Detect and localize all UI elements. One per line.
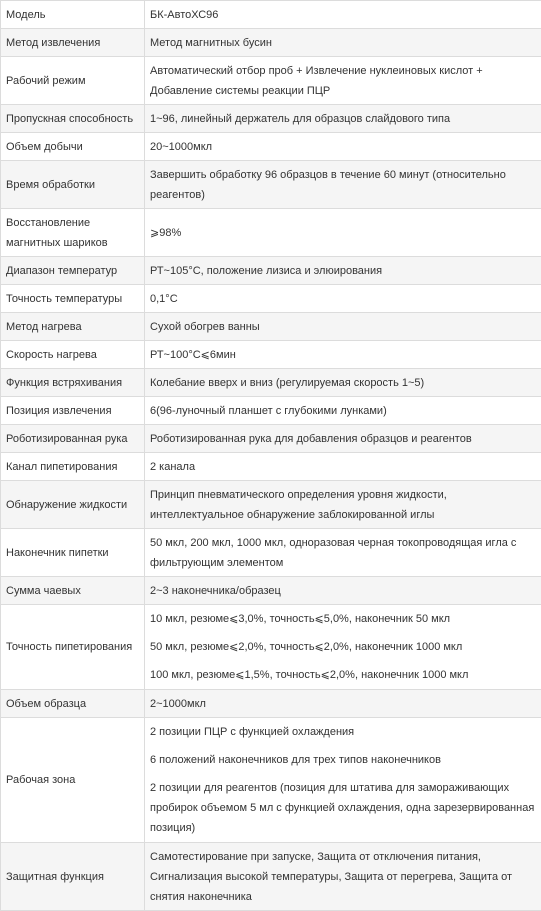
spec-value-line: 6(96-луночный планшет с глубокими лунками): [150, 401, 536, 421]
spec-value: [145, 718, 541, 843]
spec-label: Роботизированная рука: [1, 425, 145, 453]
spec-row: [1, 285, 541, 313]
spec-value-line: Автоматический отбор проб + Извлечение нуклеиновых кислот + Добавление системы реакции ПЦР: [150, 61, 536, 101]
spec-label: Наконечник пипетки: [1, 529, 145, 577]
spec-value-line: 10 мкл, резюме⩽3,0%, точность⩽5,0%, наконечник 50 мкл: [150, 605, 536, 633]
spec-row: [1, 843, 541, 911]
spec-value-line: 2~1000мкл: [150, 694, 536, 714]
spec-row: [1, 529, 541, 577]
spec-value-line: Роботизированная рука для добавления образцов и реагентов: [150, 429, 536, 449]
spec-value-line: 100 мкл, резюме⩽1,5%, точность⩽2,0%, наконечник 1000 мкл: [150, 661, 536, 689]
spec-row: [1, 29, 541, 57]
spec-row: [1, 161, 541, 209]
spec-label: Защитная функция: [1, 843, 145, 911]
spec-value-line: 2 канала: [150, 457, 536, 477]
spec-value: [145, 577, 541, 605]
spec-value-line: РТ~105°С, положение лизиса и элюирования: [150, 261, 536, 281]
spec-label: Метод нагрева: [1, 313, 145, 341]
spec-value: [145, 605, 541, 690]
spec-value-line: РТ~100°С⩽6мин: [150, 345, 536, 365]
spec-row: [1, 397, 541, 425]
spec-row: [1, 133, 541, 161]
spec-label: Канал пипетирования: [1, 453, 145, 481]
spec-label: Точность пипетирования: [1, 605, 145, 690]
spec-row: [1, 313, 541, 341]
spec-value: [145, 1, 541, 29]
spec-value-line: 1~96, линейный держатель для образцов слайдового типа: [150, 109, 536, 129]
spec-value: [145, 29, 541, 57]
spec-value-line: 50 мкл, 200 мкл, 1000 мкл, одноразовая черная токопроводящая игла с фильтрующим элементом: [150, 533, 536, 573]
spec-value: [145, 529, 541, 577]
spec-value: [145, 690, 541, 718]
spec-value-line: 2~3 наконечника/образец: [150, 581, 536, 601]
spec-value: [145, 425, 541, 453]
spec-value: [145, 369, 541, 397]
spec-row: [1, 605, 541, 690]
spec-label: Время обработки: [1, 161, 145, 209]
spec-value-line: Завершить обработку 96 образцов в течение 60 минут (относительно реагентов): [150, 165, 536, 205]
spec-label: Диапазон температур: [1, 257, 145, 285]
spec-value: [145, 397, 541, 425]
spec-value-line: 6 положений наконечников для трех типов наконечников: [150, 746, 536, 774]
spec-label: Функция встряхивания: [1, 369, 145, 397]
spec-row: [1, 690, 541, 718]
spec-label: Скорость нагрева: [1, 341, 145, 369]
spec-row: [1, 105, 541, 133]
spec-label: Точность температуры: [1, 285, 145, 313]
spec-value-line: Сухой обогрев ванны: [150, 317, 536, 337]
spec-label: Метод извлечения: [1, 29, 145, 57]
spec-row: [1, 1, 541, 29]
spec-row: [1, 369, 541, 397]
specification-table-body: [1, 1, 541, 911]
spec-value: [145, 105, 541, 133]
spec-value-line: Метод магнитных бусин: [150, 33, 536, 53]
spec-value: [145, 161, 541, 209]
spec-value: [145, 57, 541, 105]
spec-value-line: 20~1000мкл: [150, 137, 536, 157]
spec-value: [145, 313, 541, 341]
spec-value: [145, 285, 541, 313]
spec-row: [1, 577, 541, 605]
spec-value-line: 2 позиции для реагентов (позиция для штатива для замораживающих пробирок объемом 5 мл с функцией охлаждения, одна зарезервированная позиция): [150, 774, 536, 842]
spec-value: [145, 843, 541, 911]
spec-value-line: 0,1°C: [150, 289, 536, 309]
spec-value: [145, 209, 541, 257]
spec-label: Позиция извлечения: [1, 397, 145, 425]
spec-value-line: ⩾98%: [150, 223, 536, 243]
spec-value: [145, 133, 541, 161]
spec-row: [1, 257, 541, 285]
spec-row: [1, 425, 541, 453]
spec-row: [1, 718, 541, 843]
spec-label: Рабочая зона: [1, 718, 145, 843]
spec-value-line: Принцип пневматического определения уровня жидкости, интеллектуальное обнаружение заблокированной иглы: [150, 485, 536, 525]
spec-value-line: Самотестирование при запуске, Защита от отключения питания, Сигнализация высокой температуры, Защита от перегрева, Защита от снятия наконечника: [150, 847, 536, 907]
spec-value-line: 50 мкл, резюме⩽2,0%, точность⩽2,0%, наконечник 1000 мкл: [150, 633, 536, 661]
spec-value: [145, 341, 541, 369]
spec-value: [145, 453, 541, 481]
spec-row: [1, 481, 541, 529]
spec-value: [145, 257, 541, 285]
spec-label: Сумма чаевых: [1, 577, 145, 605]
spec-value-line: Колебание вверх и вниз (регулируемая скорость 1~5): [150, 373, 536, 393]
spec-row: [1, 341, 541, 369]
spec-row: [1, 209, 541, 257]
spec-row: [1, 57, 541, 105]
spec-label: Пропускная способность: [1, 105, 145, 133]
spec-label: Модель: [1, 1, 145, 29]
spec-label: Объем образца: [1, 690, 145, 718]
spec-label: Восстановление магнитных шариков: [1, 209, 145, 257]
spec-value: [145, 481, 541, 529]
spec-row: [1, 453, 541, 481]
spec-label: Обнаружение жидкости: [1, 481, 145, 529]
spec-label: Объем добычи: [1, 133, 145, 161]
spec-value-line: 2 позиции ПЦР с функцией охлаждения: [150, 718, 536, 746]
spec-label: Рабочий режим: [1, 57, 145, 105]
spec-value-line: БК-АвтоХС96: [150, 5, 536, 25]
